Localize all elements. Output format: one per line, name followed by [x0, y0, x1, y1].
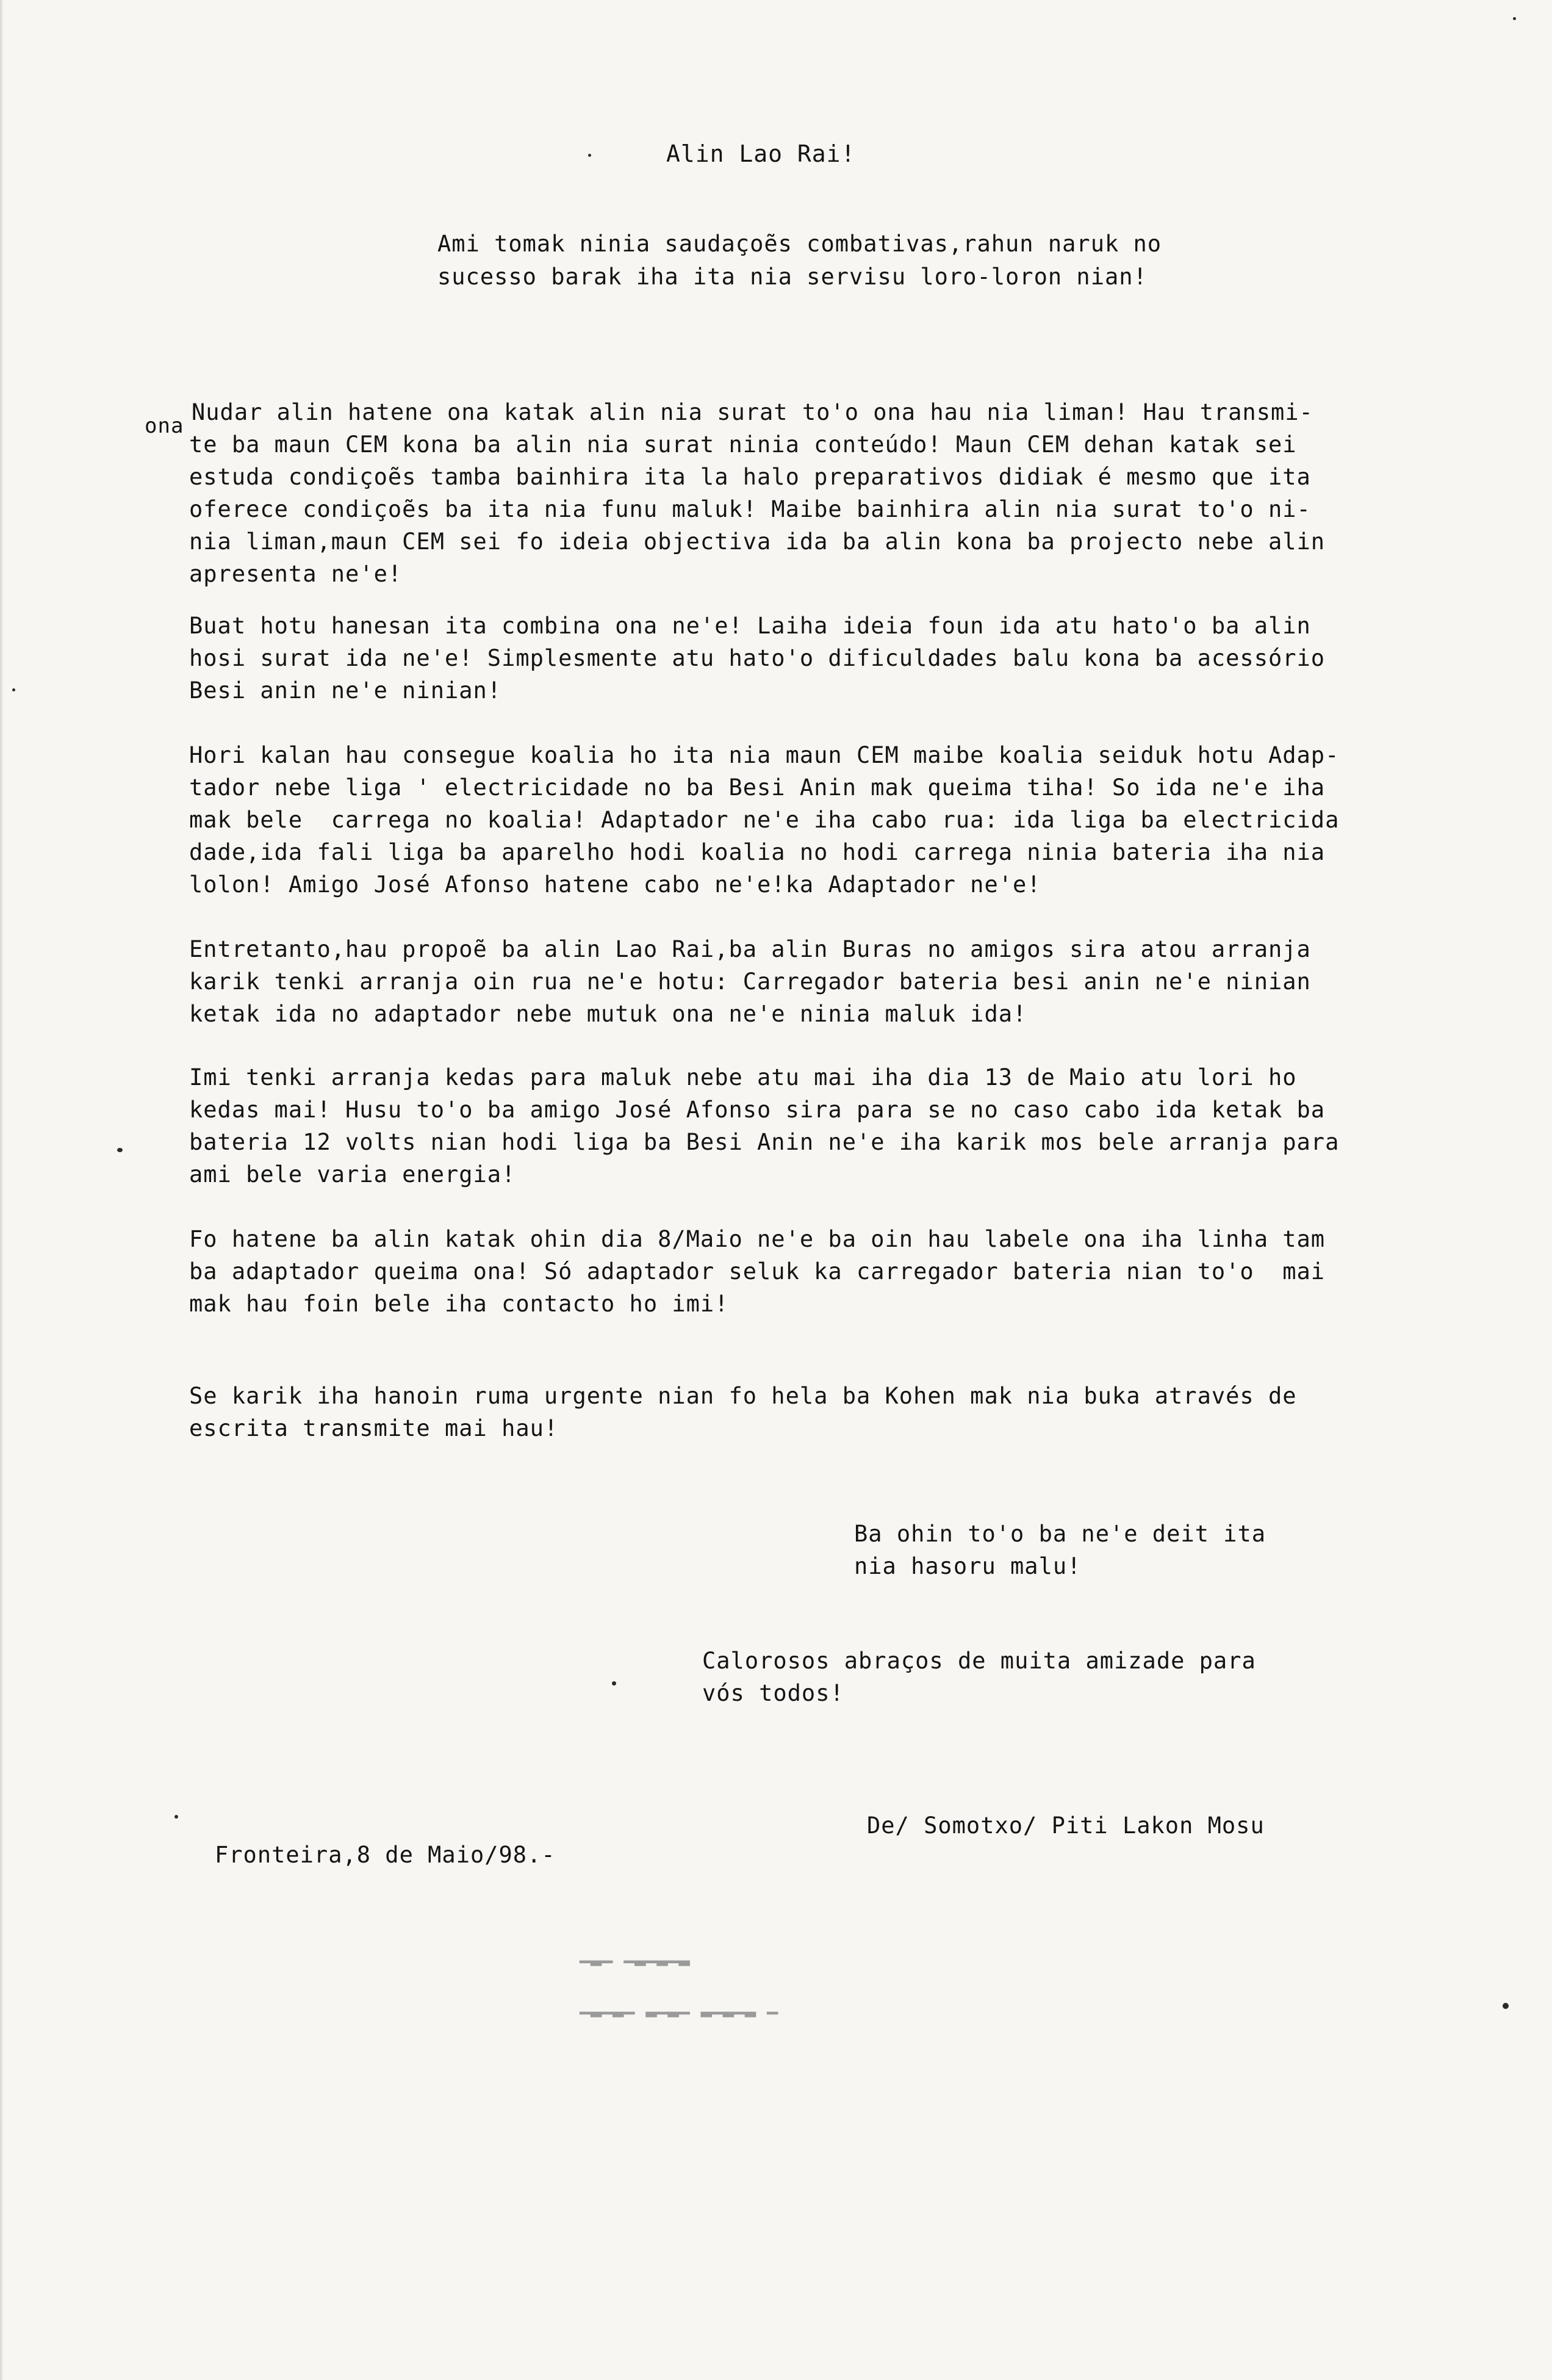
paragraph-line: ba adaptador queima ona! Só adaptador seluk ka carregador bateria nian to'o mai [189, 1258, 1326, 1285]
paragraph-line: Nudar alin hatene ona katak alin nia surat to'o ona hau nia liman! Hau transmi- [192, 399, 1313, 425]
paragraph-line: ketak ida no adaptador nebe mutuk ona ne'e ninia maluk ida! [189, 1001, 1027, 1027]
bleed-through-text: ▁▂▁▂▁ ▂▁▂▁ ▂▁▂▁▂ ▁ [580, 2011, 778, 2033]
paragraph-line: lolon! Amigo José Afonso hatene cabo ne'e!ka Adaptador ne'e! [189, 871, 1041, 898]
closing-line: Calorosos abraços de muita amizade para [702, 1648, 1256, 1674]
paragraph-line: apresenta ne'e! [189, 561, 403, 587]
paragraph-line: mak bele carrega no koalia! Adaptador ne'e iha cabo rua: ida liga ba electricida [189, 807, 1340, 833]
salutation: Alin Lao Rai! [666, 140, 856, 167]
paragraph-line: nia liman,maun CEM sei fo ideia objectiva ida ba alin kona ba projecto nebe alin [189, 528, 1326, 555]
scan-speck [174, 1815, 178, 1819]
paragraph-line: Fo hatene ba alin katak ohin dia 8/Maio ne'e ba oin hau labele ona iha linha tam [189, 1226, 1326, 1252]
paragraph-line: ami bele varia energia! [189, 1161, 516, 1188]
scan-speck [1513, 17, 1516, 20]
scan-speck [612, 1681, 616, 1686]
greeting-line: sucesso barak iha ita nia servisu loro-loron nian! [437, 264, 1148, 290]
closing-line: nia hasoru malu! [854, 1553, 1082, 1579]
paragraph-line: bateria 12 volts nian hodi liga ba Besi Anin ne'e iha karik mos bele arranja para [189, 1129, 1340, 1155]
paragraph-line: estuda condiçoẽs tamba bainhira ita la halo preparativos didiak é mesmo que ita [189, 464, 1311, 490]
paragraph-line: kedas mai! Husu to'o ba amigo José Afonso sira para se no caso cabo ida ketak ba [189, 1097, 1326, 1123]
bleed-through-text: ▁▂▁ ▁▂▁▂▁▂ [580, 1960, 690, 1982]
paragraph-line: Entretanto,hau propoẽ ba alin Lao Rai,ba alin Buras no amigos sira atou arranja [189, 936, 1311, 962]
paragraph-line: Besi anin ne'e ninian! [189, 677, 502, 704]
paragraph-line: tador nebe liga ' electricidade no ba Besi Anin mak queima tiha! So ida ne'e iha [189, 774, 1326, 801]
paragraph-line: Buat hotu hanesan ita combina ona ne'e! Laiha ideia foun ida atu hato'o ba alin [189, 613, 1311, 639]
scan-speck [1503, 2003, 1509, 2009]
closing-line: vós todos! [702, 1680, 844, 1706]
paragraph-line: Se karik iha hanoin ruma urgente nian fo hela ba Kohen mak nia buka através de [189, 1383, 1297, 1409]
paragraph-line: karik tenki arranja oin rua ne'e hotu: Carregador bateria besi anin ne'e ninian [189, 968, 1311, 995]
paragraph-line: hosi surat ida ne'e! Simplesmente atu hato'o dificuldades balu kona ba acessório [189, 645, 1326, 671]
scan-speck [117, 1148, 123, 1152]
paragraph-line: Imi tenki arranja kedas para maluk nebe atu mai iha dia 13 de Maio atu lori ho [189, 1064, 1297, 1091]
greeting-line: Ami tomak ninia saudaçoẽs combativas,rahun naruk no [437, 231, 1162, 257]
paragraph-line: dade,ida fali liga ba aparelho hodi koalia no hodi carrega ninia bateria iha nia [189, 839, 1326, 865]
scan-edge-shadow [0, 0, 4, 2380]
place-date: Fronteira,8 de Maio/98.- [215, 1842, 556, 1868]
paragraph-line: escrita transmite mai hau! [189, 1415, 559, 1441]
signature: De/ Somotxo/ Piti Lakon Mosu [867, 1812, 1265, 1839]
paragraph-line: oferece condiçoẽs ba ita nia funu maluk! Maibe bainhira alin nia surat to'o ni- [189, 496, 1311, 522]
scan-speck [588, 154, 591, 157]
margin-note: ona [145, 414, 184, 438]
paragraph-line: Hori kalan hau consegue koalia ho ita nia maun CEM maibe koalia seiduk hotu Adap- [189, 742, 1340, 768]
closing-line: Ba ohin to'o ba ne'e deit ita [854, 1521, 1266, 1547]
paragraph-line: te ba maun CEM kona ba alin nia surat ninia conteúdo! Maun CEM dehan katak sei [189, 431, 1297, 458]
paragraph-line: mak hau foin bele iha contacto ho imi! [189, 1291, 729, 1317]
scan-speck [12, 688, 15, 691]
